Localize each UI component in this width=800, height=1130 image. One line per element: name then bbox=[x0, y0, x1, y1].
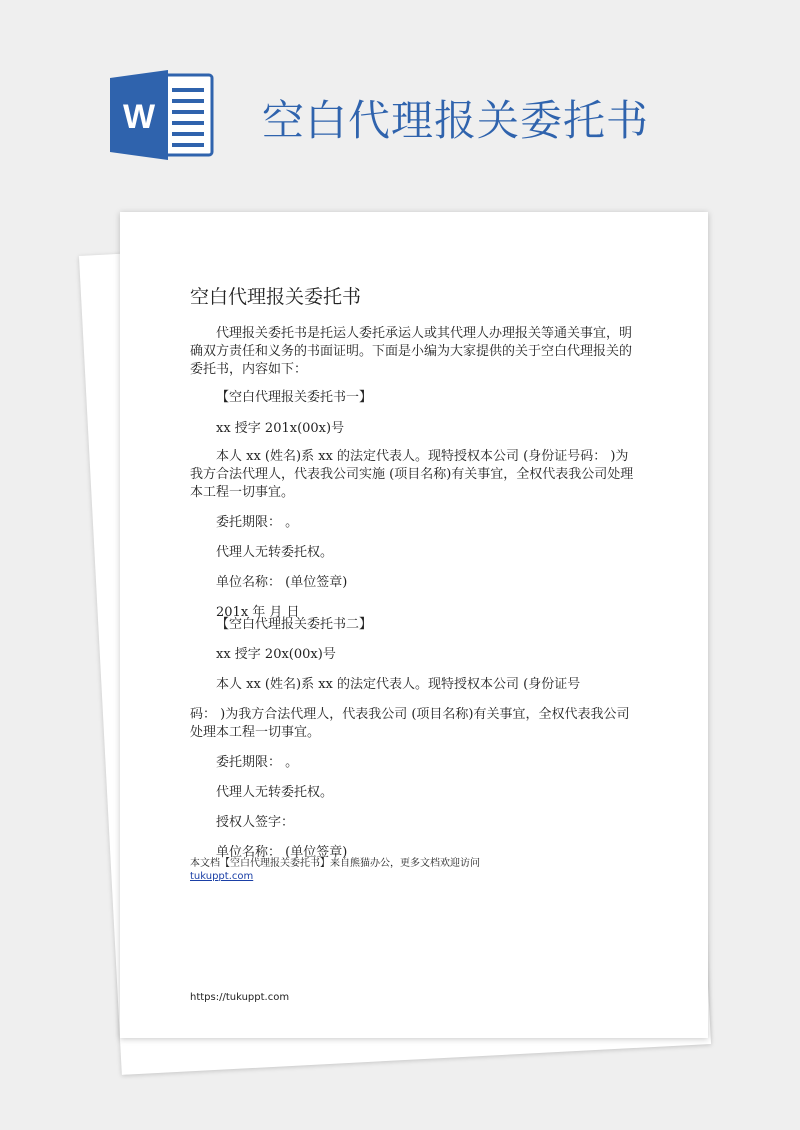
section-one-term: 委托期限： 。 bbox=[216, 515, 299, 530]
intro-paragraph bbox=[190, 325, 640, 379]
section-two-unit: 单位名称： (单位签章) bbox=[216, 845, 348, 860]
section-two-heading: 【空白代理报关委托书二】 bbox=[216, 617, 373, 632]
section-one-ref: xx 授字 201x(00x)号 bbox=[216, 421, 345, 436]
logo-letter: W bbox=[122, 98, 156, 136]
document-page bbox=[120, 212, 708, 1038]
section-two-ref: xx 授字 20x(00x)号 bbox=[216, 647, 336, 662]
section-one-no-transfer: 代理人无转委托权。 bbox=[216, 545, 334, 560]
document-title: 空白代理报关委托书 bbox=[190, 286, 362, 308]
header bbox=[0, 0, 800, 200]
page-title: 空白代理报关委托书 bbox=[262, 96, 650, 145]
section-two bbox=[190, 616, 640, 862]
section-two-authorization-line1: 本人 xx (姓名)系 xx 的法定代表人。现特授权本公司 (身份证号 bbox=[216, 677, 581, 692]
footnote-link[interactable]: tukuppt.com bbox=[190, 871, 254, 882]
intro-text: 代理报关委托书是托运人委托承运人或其代理人办理报关等通关事宜，明确双方责任和义务的书面证明。下面是小编为大家提供的关于空白代理报关的委托书，内容如下： bbox=[190, 326, 633, 377]
section-one-heading: 【空白代理报关委托书一】 bbox=[216, 390, 373, 405]
section-two-authorization-line2: 码： )为我方合法代理人，代表我公司 (项目名称)有关事宜，全权代表我公司处理本工程一切事宜。 bbox=[190, 707, 630, 740]
section-one bbox=[190, 389, 640, 622]
section-one-date: 201x 年 月 日 bbox=[216, 605, 300, 620]
section-two-no-transfer: 代理人无转委托权。 bbox=[216, 785, 334, 800]
source-footnote bbox=[190, 857, 650, 883]
footer-url: https://tukuppt.com bbox=[190, 992, 290, 1003]
section-two-signatory: 授权人签字： bbox=[216, 815, 295, 830]
section-one-unit: 单位名称： (单位签章) bbox=[216, 575, 348, 590]
section-two-term: 委托期限： 。 bbox=[216, 755, 299, 770]
footnote-text: 本文档【空白代理报关委托书】来自熊猫办公，更多文档欢迎访问 bbox=[190, 858, 480, 869]
section-one-authorization: 本人 xx (姓名)系 xx 的法定代表人。现特授权本公司 (身份证号码： )为我方合法代理人，代表我公司实施 (项目名称)有关事宜，全权代表我公司处理本工程一切事宜。 bbox=[190, 449, 634, 500]
word-document-icon bbox=[110, 70, 214, 160]
